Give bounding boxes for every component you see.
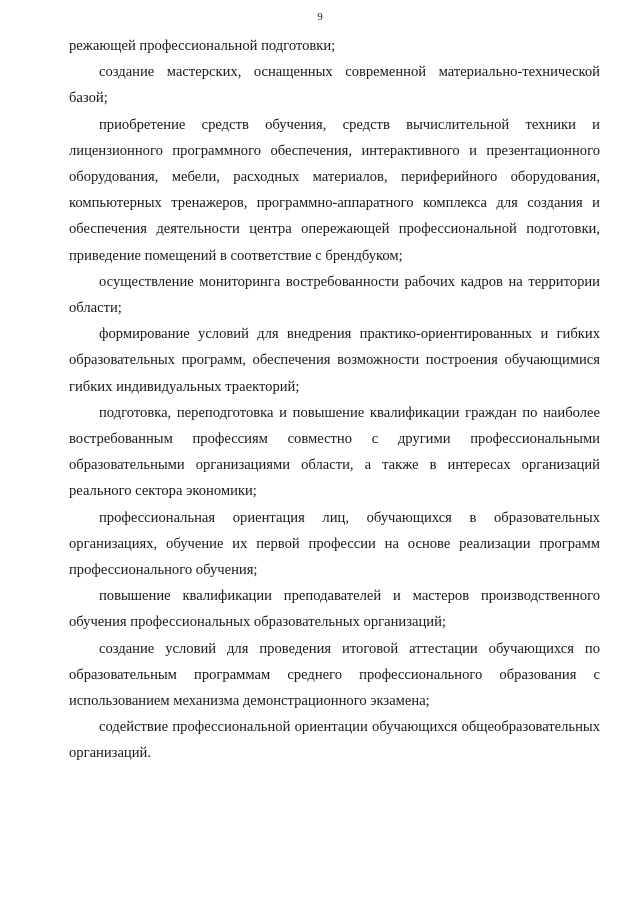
paragraph-continuation: режающей профессиональной подготовки; bbox=[69, 38, 336, 54]
paragraph-equipment: приобретение средств обучения, средств вычислительной техники и лицензионного программного обеспечения, интерактивного и презентационного оборудования, мебели, расходных материалов, периферийного оборудования, компьютерных тренажеров, программно-аппаратного комплекса для создания и обеспечения деятельности центра опережающей профессиональной подготовки, приведение помещений в соответствие с брендбуком; bbox=[69, 116, 600, 264]
paragraph-teachers: повышение квалификации преподавателей и мастеров производственного обучения профессиональных образовательных организаций; bbox=[69, 588, 600, 631]
paragraph-workshops: создание мастерских, оснащенных современной материально-технической базой; bbox=[69, 64, 600, 107]
paragraph-programs: формирование условий для внедрения практико-ориентированных и гибких образовательных программ, обеспечения возможности построения обучающимися гибких индивидуальных траекторий; bbox=[69, 326, 600, 395]
paragraph-schools: содействие профессиональной ориентации обучающихся общеобразовательных организаций. bbox=[69, 719, 600, 762]
paragraph-orientation: профессиональная ориентация лиц, обучающихся в образовательных организациях, обучение их первой профессии на основе реализации программ профессионального обучения; bbox=[69, 509, 600, 579]
document-body bbox=[69, 33, 600, 767]
paragraph-training: подготовка, переподготовка и повышение квалификации граждан по наиболее востребованным профессиям совместно с другими профессиональными образовательными организациями области, а также в интересах организаций реального сектора экономики; bbox=[69, 404, 600, 500]
page-number: 9 bbox=[317, 11, 323, 23]
paragraph-monitoring: осуществление мониторинга востребованности рабочих кадров на территории области; bbox=[69, 273, 600, 317]
paragraph-attestation: создание условий для проведения итоговой аттестации обучающихся по образовательным программам среднего профессионального образования с использованием механизма демонстрационного экзамена; bbox=[69, 640, 600, 710]
